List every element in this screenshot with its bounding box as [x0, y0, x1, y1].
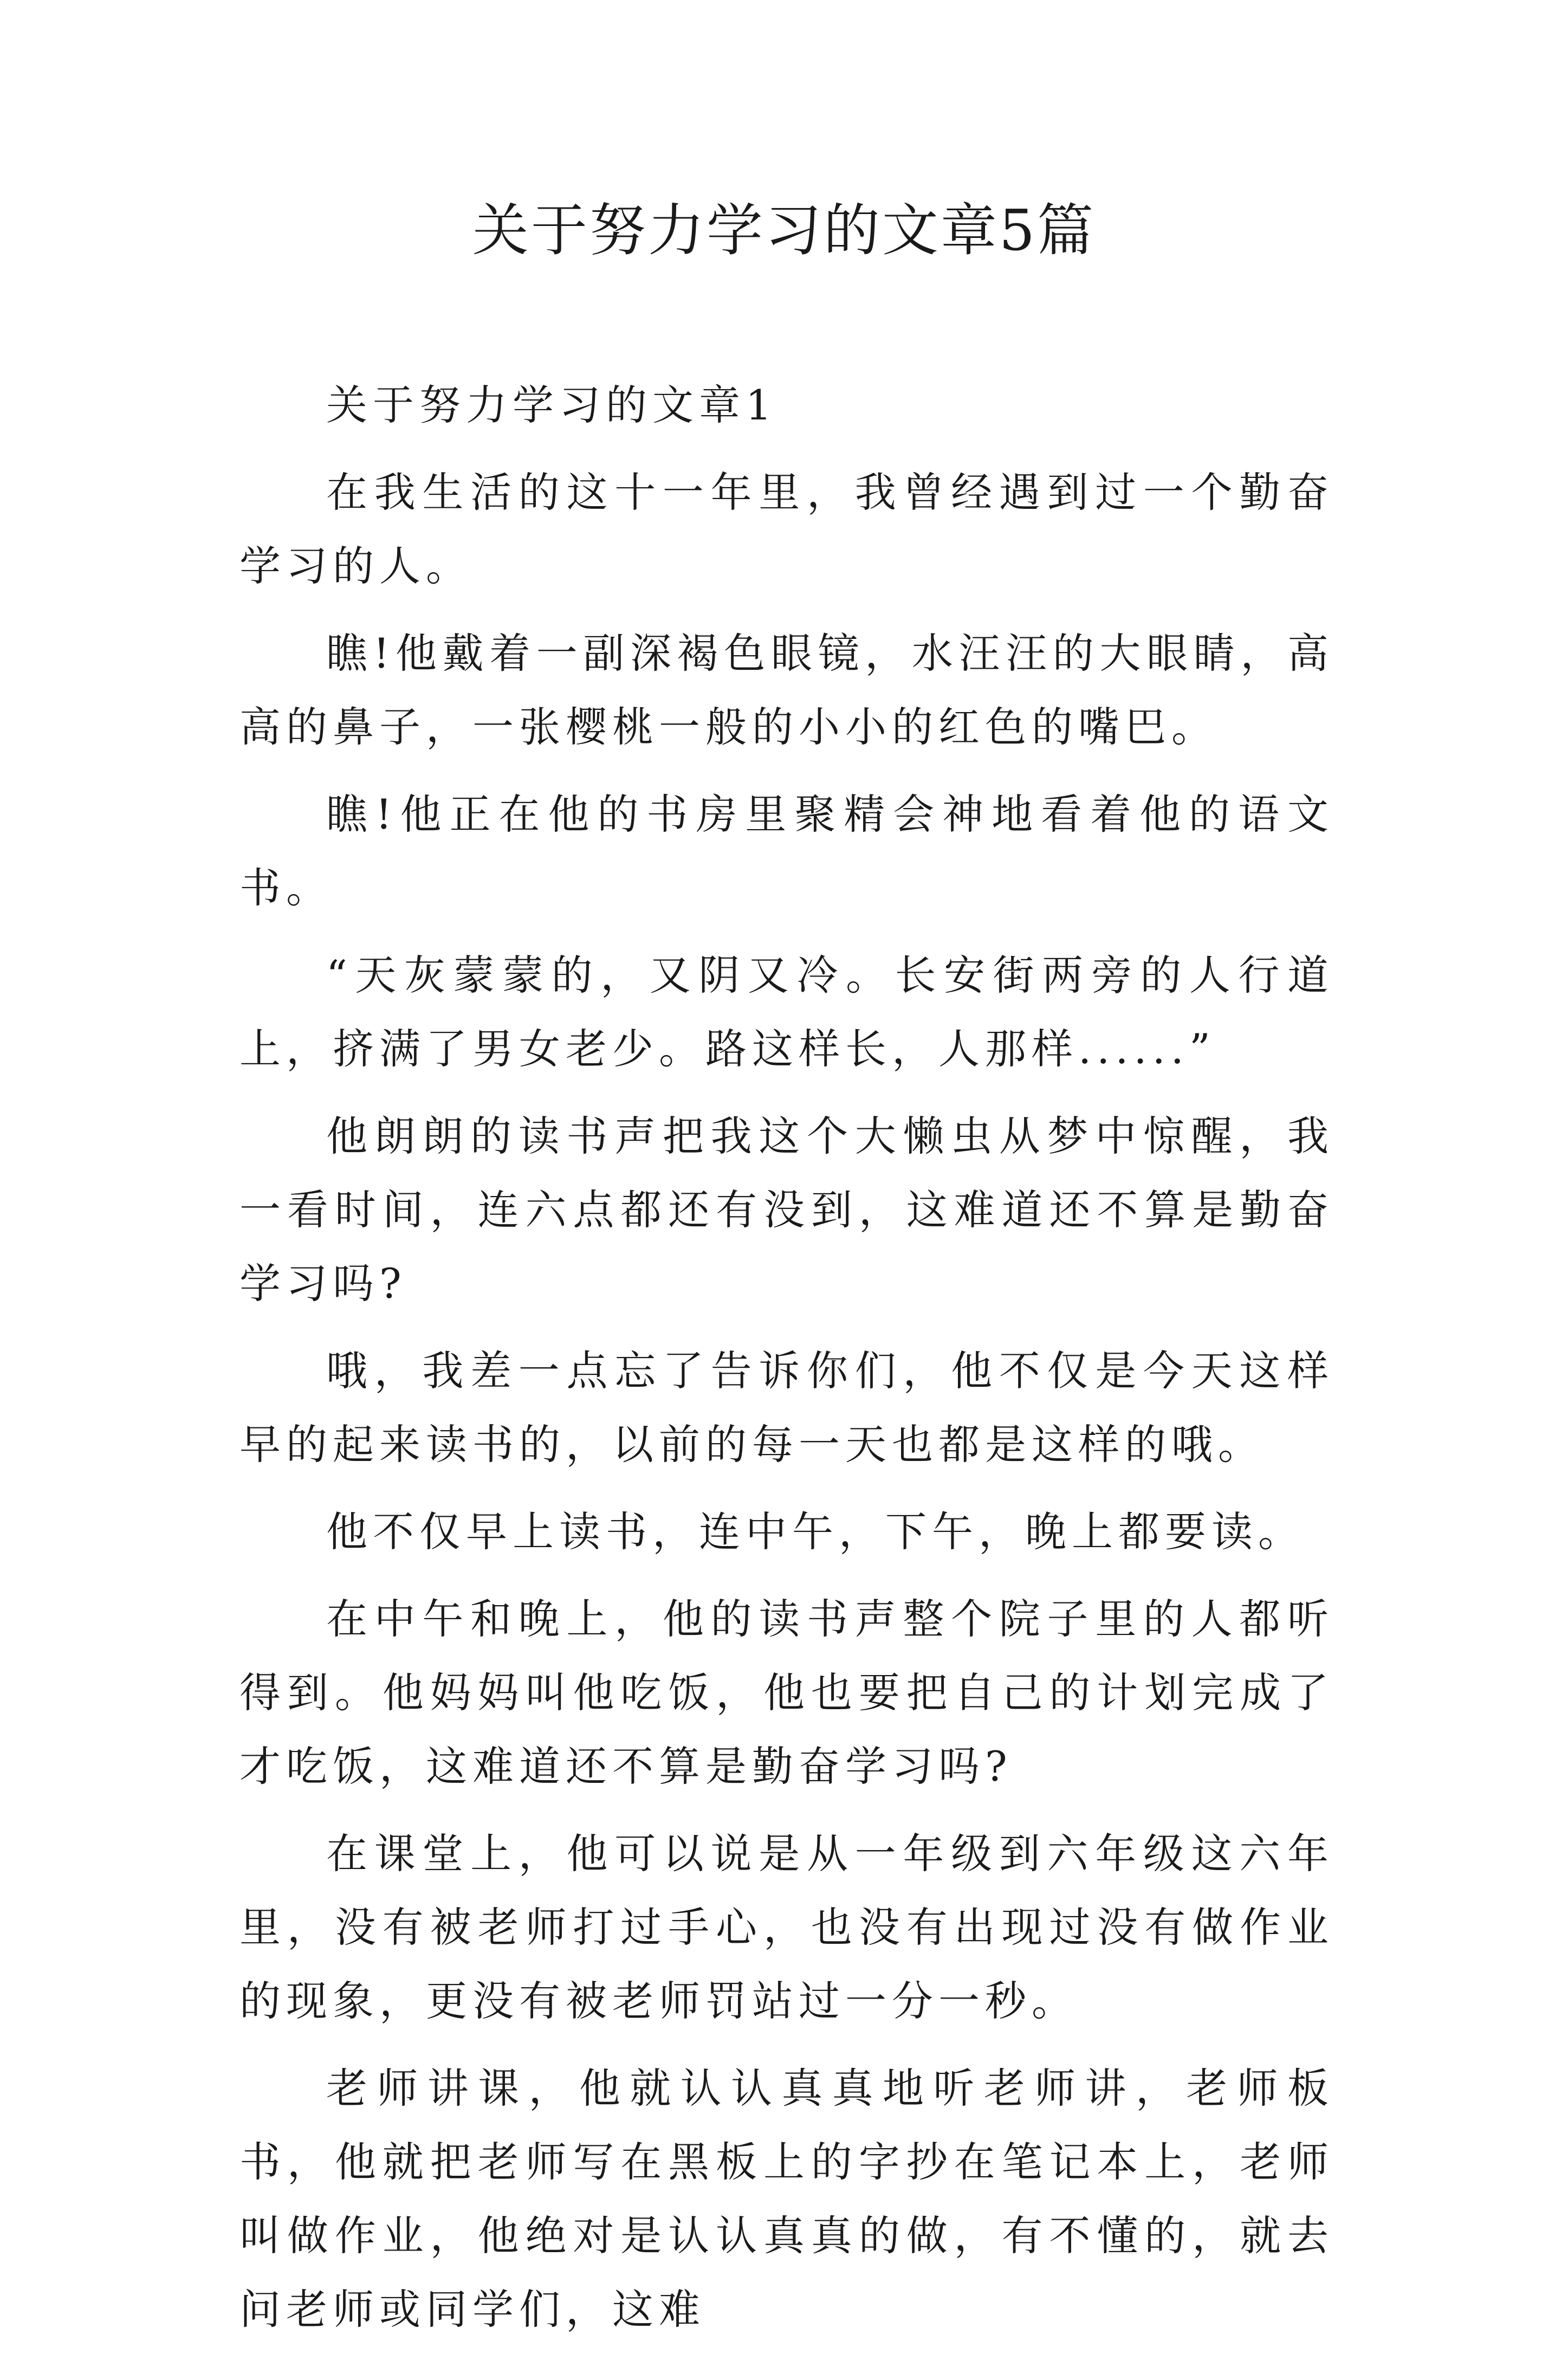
- paragraph: 在中午和晚上，他的读书声整个院子里的人都听得到。他妈妈叫他吃饭，他也要把自己的计划完成了才吃饭，这难道还不算是勤奋学习吗?: [239, 1595, 1334, 1790]
- paragraph: 老师讲课，他就认认真真地听老师讲，老师板书，他就把老师写在黑板上的字抄在笔记本上，老师叫做作业，他绝对是认认真真的做，有不懂的，就去问老师或同学们，这难: [239, 2064, 1334, 2333]
- section-heading: 关于努力学习的文章1: [326, 381, 777, 429]
- paragraph: 瞧!他戴着一副深褐色眼镜，水汪汪的大眼睛，高高的鼻子，一张樱桃一般的小小的红色的嘴巴。: [239, 629, 1334, 751]
- document-body: [239, 368, 1334, 2360]
- paragraph: 哦，我差一点忘了告诉你们，他不仅是今天这样早的起来读书的，以前的每一天也都是这样的哦。: [239, 1347, 1334, 1469]
- paragraph: 他不仅早上读书，连中午，下午，晚上都要读。: [326, 1508, 1305, 1556]
- paragraph: 在课堂上，他可以说是从一年级到六年级这六年里，没有被老师打过手心，也没有出现过没有做作业的现象，更没有被老师罚站过一分一秒。: [239, 1829, 1334, 2025]
- paragraph: “天灰蒙蒙的，又阴又冷。长安街两旁的人行道上，挤满了男女老少。路这样长，人那样......”: [239, 951, 1334, 1073]
- paragraph: 他朗朗的读书声把我这个大懒虫从梦中惊醒，我一看时间，连六点都还有没到，这难道还不算是勤奋学习吗?: [239, 1112, 1334, 1308]
- paragraph: 瞧!他正在他的书房里聚精会神地看着他的语文书。: [239, 790, 1334, 912]
- paragraph: 在我生活的这十一年里，我曾经遇到过一个勤奋学习的人。: [239, 468, 1334, 590]
- document-title: 关于努力学习的文章5篇: [472, 197, 1096, 263]
